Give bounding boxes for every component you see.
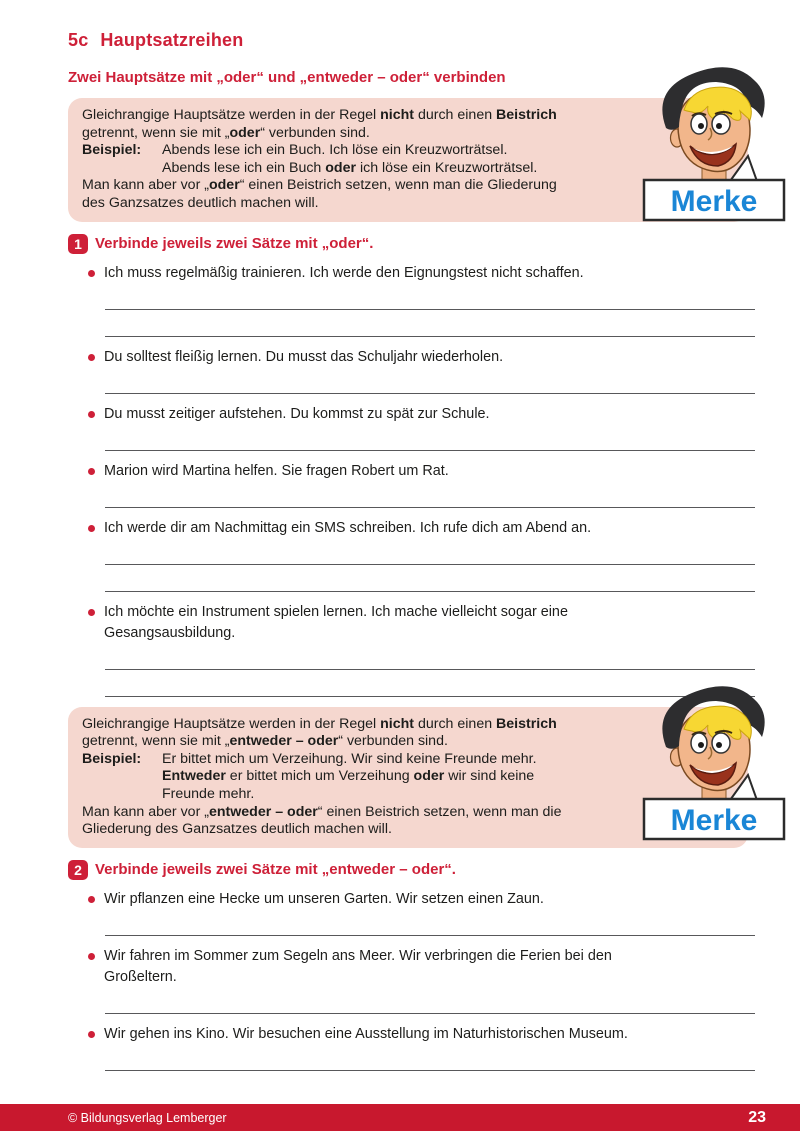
exercise-item [68,263,755,337]
merke1-text [82,107,608,213]
example-lines [162,751,537,804]
exercise-2-number-badge: 2 [68,860,88,880]
merke-label: Merke [670,185,758,218]
item-sentence: Marion wird Martina helfen. Sie fragen Robert um Rat. [104,462,449,479]
answer-line [105,485,755,508]
merke-line: Gleichrangige Hauptsätze werden in der Regel nicht durch einen Beistrich [82,107,557,123]
item-sentence: Ich muss regelmäßig trainieren. Ich werde den Eignungstest nicht schaffen. [104,264,584,281]
exercise-2-title: Verbinde jeweils zwei Sätze mit „entweder – oder“. [95,861,456,879]
exercise-1-number-badge: 1 [68,234,88,254]
merke-line: getrennt, wenn sie mit „entweder – oder“ verbunden sind. [82,733,448,750]
item-sentence: Wir pflanzen eine Hecke um unseren Garten. Wir setzen einen Zaun. [104,890,544,907]
example-lines [162,142,537,177]
merke-line: getrennt, wenn sie mit „oder“ verbunden sind. [82,124,370,141]
answer-line [105,310,755,337]
answer-line [105,542,755,565]
bullet-icon [88,525,95,532]
merke-box-2 [68,707,758,848]
bullet-icon [88,896,95,903]
example-label: Beispiel: [82,142,142,159]
answer-line [105,991,755,1014]
page-title [68,30,755,51]
merke-boy-illustration [640,683,790,841]
exercise-item [68,946,755,1014]
answer-line [105,1048,755,1071]
example-line: Freunde mehr. [162,785,255,802]
section-number: 5c [68,30,89,50]
item-sentence: Gesangsausbildung. [104,624,236,641]
page-number: 23 [748,1108,766,1126]
copyright-text: © Bildungsverlag Lemberger [68,1110,227,1125]
example-label: Beispiel: [82,750,142,767]
example-line: Entweder er bittet mich um Verzeihung oder wir sind keine [162,768,535,785]
answer-line [105,428,755,451]
bullet-icon [88,270,95,277]
bullet-icon [88,609,95,616]
exercise-item [68,889,755,936]
lesson-subtitle: Zwei Hauptsätze mit „oder“ und „entweder – oder“ verbinden [68,69,506,86]
item-sentence: Wir fahren im Sommer zum Segeln ans Meer. Wir verbringen die Ferien bei den [104,947,612,964]
item-sentence: Du musst zeitiger aufstehen. Du kommst zu spät zur Schule. [104,405,490,422]
answer-line [105,287,755,310]
answer-line [105,565,755,592]
bullet-icon [88,411,95,418]
item-sentence: Ich werde dir am Nachmittag ein SMS schreiben. Ich rufe dich am Abend an. [104,519,592,536]
exercise-1-header [68,234,755,254]
page-footer [0,1104,800,1131]
merke2-text [82,716,608,839]
merke-label: Merke [670,803,758,837]
exercise-item [68,404,755,451]
section-name: Hauptsatzreihen [100,30,244,50]
example-row [82,751,608,804]
merke-line: des Ganzsatzes deutlich machen will. [82,194,319,211]
exercise-1-items [68,263,755,697]
bullet-icon [88,953,95,960]
bullet-icon [88,354,95,361]
exercise-2-header [68,860,755,880]
example-line: Abends lese ich ein Buch oder ich löse ein Kreuzworträtsel. [162,159,538,176]
merke-line: Gleichrangige Hauptsätze werden in der Regel nicht durch einen Beistrich [82,715,557,732]
example-line: Abends lese ich ein Buch. Ich löse ein Kreuzworträtsel. [162,142,508,159]
exercise-item [68,1024,755,1071]
item-sentence: Ich möchte ein Instrument spielen lernen. Ich mache vielleicht sogar eine [104,603,568,620]
exercise-item [68,518,755,592]
example-line: Er bittet mich um Verzeihung. Wir sind keine Freunde mehr. [162,750,537,767]
answer-line [105,371,755,394]
answer-line [105,913,755,936]
merke-box-1 [68,98,758,222]
example-row [82,142,608,177]
item-sentence: Großeltern. [104,968,177,985]
merke-line: Man kann aber vor „oder“ einen Beistrich setzen, wenn man die Gliederung [82,177,557,194]
bullet-icon [88,1031,95,1038]
bullet-icon [88,468,95,475]
merke-boy-illustration [640,64,790,222]
exercise-item [68,347,755,394]
item-sentence: Wir gehen ins Kino. Wir besuchen eine Ausstellung im Naturhistorischen Museum. [104,1025,628,1042]
exercise-1-title: Verbinde jeweils zwei Sätze mit „oder“. [95,235,374,253]
exercise-item [68,461,755,508]
merke-line: Gliederung des Ganzsatzes deutlich machen will. [82,821,392,838]
item-sentence: Du solltest fleißig lernen. Du musst das Schuljahr wiederholen. [104,348,504,365]
exercise-2-items [68,889,755,1071]
merke-line: Man kann aber vor „entweder – oder“ einen Beistrich setzen, wenn man die [82,803,562,820]
answer-line [105,647,755,670]
